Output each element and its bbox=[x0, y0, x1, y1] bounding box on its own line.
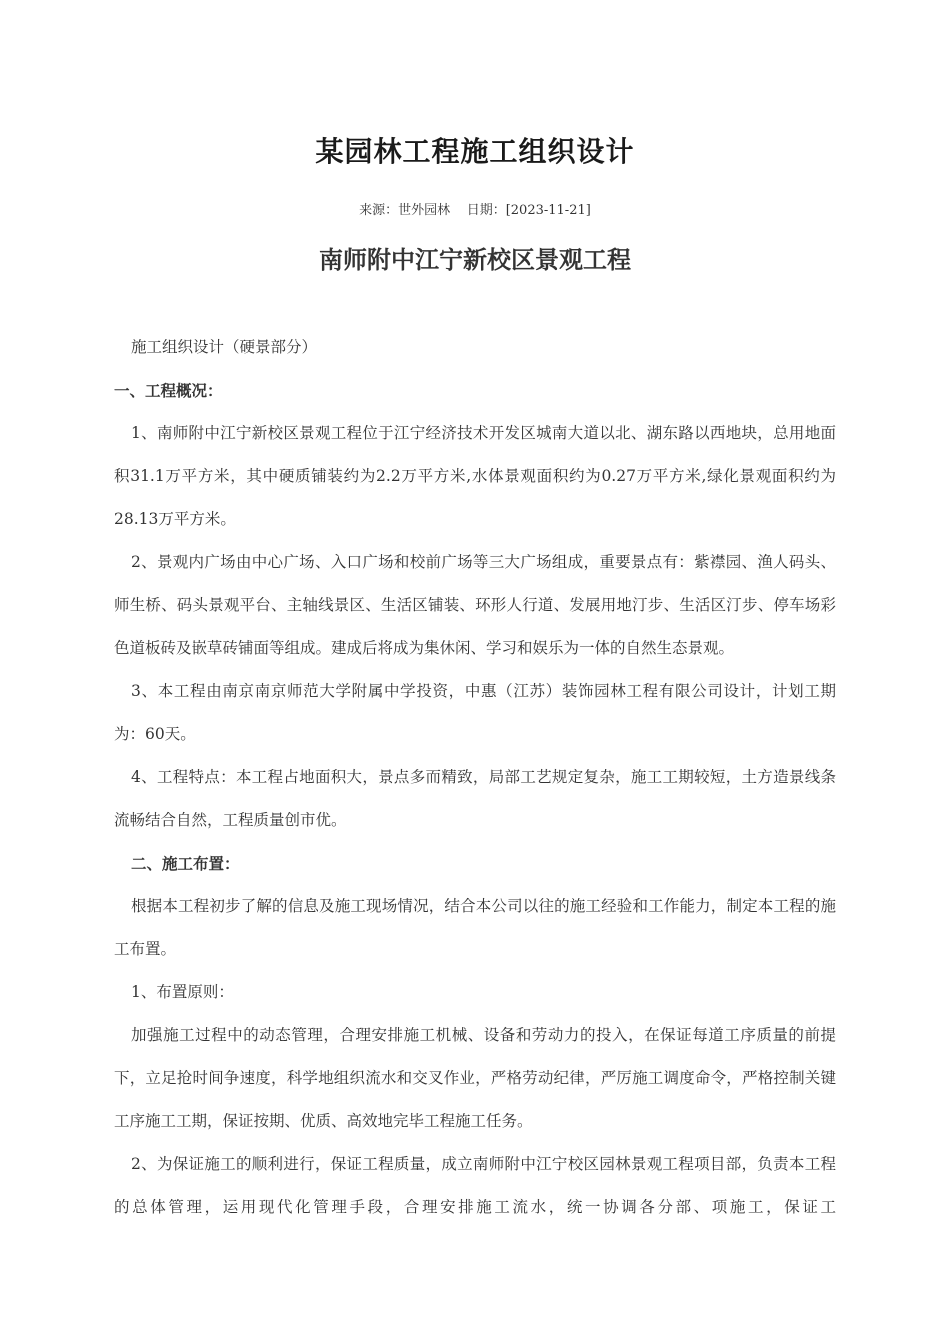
paragraph-layout-principle-label: 1、布置原则： bbox=[131, 983, 234, 1001]
document-subtitle: 南师附中江宁新校区景观工程 bbox=[319, 245, 631, 274]
section-heading-layout: 二、施工布置： bbox=[131, 854, 240, 873]
document-body bbox=[114, 326, 836, 1229]
paragraph-overview-4: 4、工程特点：本工程占地面积大，景点多而精致，局部工艺规定复杂，施工工期较短，土方造景线条流畅结合自然，工程质量创市优。 bbox=[114, 768, 836, 829]
paragraph-layout-2: 2、为保证施工的顺利进行，保证工程质量，成立南师附中江宁校区园林景观工程项目部，负责本工程的总体管理，运用现代化管理手段，合理安排施工流水，统一协调各分部、项施工，保证工 bbox=[114, 1155, 836, 1216]
paragraph-overview-2: 2、景观内广场由中心广场、入口广场和校前广场等三大广场组成，重要景点有：紫襟园、渔人码头、师生桥、码头景观平台、主轴线景区、生活区铺装、环形人行道、发展用地汀步、生活区汀步、停车场彩色道板砖及嵌草砖铺面等组成。建成后将成为集休闲、学习和娱乐为一体的自然生态景观。 bbox=[114, 553, 836, 657]
paragraph-intro: 施工组织设计（硬景部分） bbox=[131, 338, 318, 356]
paragraph-overview-1: 1、南师附中江宁新校区景观工程位于江宁经济技术开发区城南大道以北、湖东路以西地块，总用地面积31.1万平方米，其中硬质铺装约为2.2万平方米,水体景观面积约为0.27万平方米,绿化景观面积约为28.13万平方米。 bbox=[114, 424, 836, 528]
paragraph-layout-intro: 根据本工程初步了解的信息及施工现场情况，结合本公司以往的施工经验和工作能力，制定本工程的施工布置。 bbox=[114, 897, 836, 958]
source-label: 来源：世外园林 bbox=[359, 203, 451, 218]
section-heading-overview: 一、工程概况： bbox=[114, 381, 223, 400]
paragraph-overview-3: 3、本工程由南京南京师范大学附属中学投资，中惠（江苏）装饰园林工程有限公司设计，计划工期为：60天。 bbox=[114, 682, 836, 743]
document-meta bbox=[0, 199, 950, 218]
date-label: 日期：[2023-11-21] bbox=[466, 203, 591, 218]
paragraph-layout-principle: 加强施工过程中的动态管理，合理安排施工机械、设备和劳动力的投入，在保证每道工序质量的前提下，立足抢时间争速度，科学地组织流水和交叉作业，严格劳动纪律，严厉施工调度命令，严格控制关键工序施工工期，保证按期、优质、高效地完毕工程施工任务。 bbox=[114, 1026, 836, 1130]
document-title: 某园林工程施工组织设计 bbox=[315, 135, 635, 168]
